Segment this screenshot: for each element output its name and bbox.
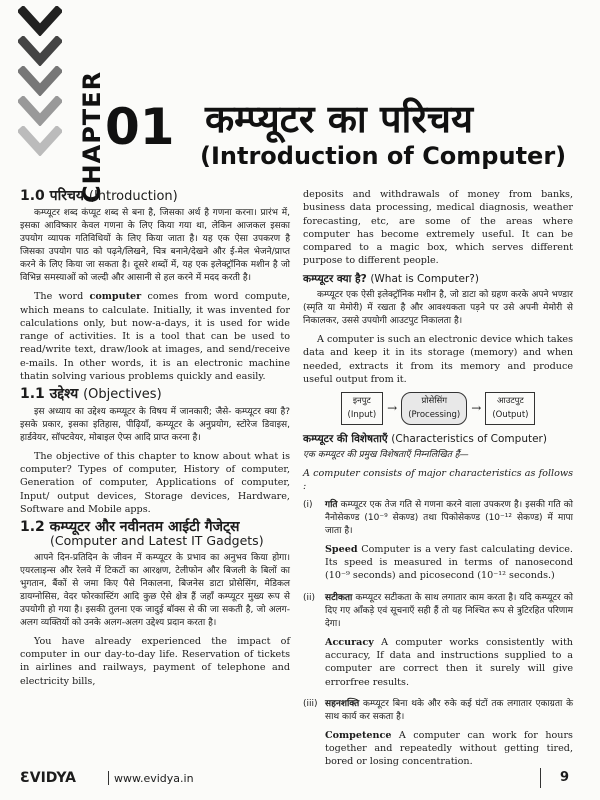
text: The word: [34, 291, 90, 303]
ipo-diagram: [303, 392, 573, 425]
bold-term: सटीकता: [325, 592, 353, 603]
right-column: [303, 188, 573, 778]
output-box: [485, 392, 535, 425]
page-footer: [20, 770, 580, 788]
paragraph-english: A computer is such an electronic device which takes data and keep it in its storage (memory) and when needed, extracts it from its memory and produce useful output from it.: [303, 334, 573, 385]
item-body: [325, 698, 573, 774]
heading-hindi: 1.1 उद्देश्य: [20, 386, 79, 403]
bold-term: Competence: [325, 729, 392, 741]
label-english: (Input): [347, 409, 377, 420]
bold-term: Speed: [325, 543, 358, 555]
chapter-title-english: (Introduction of Computer): [200, 142, 567, 170]
heading-english: (Characteristics of Computer): [391, 432, 547, 445]
item-number: (ii): [303, 592, 316, 603]
item-text-hindi: [325, 592, 573, 631]
text: कम्प्यूटर सटीकता के साथ लगातार काम करता है। यदि कम्प्यूटर को दिए गए आँकड़े एवं सूचनाएँ सही हैं तो यह निश्चित रूप से त्रुटिरहित परिणाम देगा।: [325, 592, 573, 629]
section-heading-what-is-computer: [303, 273, 573, 286]
section-heading-gadgets: [20, 521, 290, 548]
list-item: [303, 592, 573, 694]
heading-english: (What is Computer?): [370, 272, 479, 285]
paragraph-english: The objective of this chapter to know about what is computer? Types of computer, History of computer, Generation of computer, Applications of computer, Input/ output devices, Storage devices, Hardware, Software and Mobile apps.: [20, 450, 290, 515]
paragraph-english: deposits and withdrawals of money from banks, business data processing, medical diagnosis, weather forecasting, etc, are some of the areas where computer has become extremely useful. It can be compared to a magic box, which serves different purpose to different people.: [303, 189, 573, 267]
section-heading-objectives: [20, 388, 290, 401]
item-number: (i): [303, 499, 313, 510]
heading-english: (Introduction): [88, 189, 178, 204]
heading-hindi: 1.2 कम्प्यूटर और नवीनतम आईटी गैजेट्स: [20, 519, 240, 536]
arrow-right-icon: →: [471, 400, 482, 415]
label-hindi: प्रोसेसिंग: [421, 396, 447, 407]
text: कम्प्यूटर एक तेज गति से गणना करने वाला उपकरण है। इसकी गति को नैनोसेकण्ड (10⁻⁹ सेकण्ड) तथा पिकोसेकण्ड (10⁻¹² सेकण्ड) में मापा जाता है।: [325, 499, 573, 536]
footer-divider: [108, 771, 109, 785]
chevron-decoration-icon: [18, 6, 62, 36]
page-divider: [540, 768, 541, 788]
left-column: [20, 188, 290, 693]
heading-hindi: 1.0 परिचय: [20, 188, 84, 204]
label-english: (Output): [492, 409, 529, 420]
item-body: [325, 499, 573, 588]
item-text-english: [325, 543, 573, 583]
list-item: [303, 698, 573, 774]
website-link[interactable]: www.evidya.in: [114, 772, 194, 785]
chapter-title-hindi: कम्प्यूटर का परिचय: [205, 97, 474, 141]
intro-hindi: एक कम्प्यूटर की प्रमुख विशेषताएँ निम्नलिखित हैं—: [303, 450, 469, 461]
label-hindi: आउटपुट: [497, 396, 524, 407]
chevron-decoration-icon: [18, 36, 62, 66]
paragraph-hindi: आपने दिन-प्रतिदिन के जीवन में कम्प्यूटर के प्रभाव का अनुभव किया होगा। एयरलाइन्स और रेलवे में टिकटों का आरक्षण, टेलीफोन और बिजली के बिलों का भुगतान, बैंकों से जमा किए पैसे निकालना, बिजनेस डाटा प्रोसेसिंग, मेडिकल डायग्नोसिस, वेदर फोरकास्टिंग आदि कुछ ऐसे क्षेत्र हैं जहाँ कम्प्यूटर मुख्य रूप से उपयोगी हो गया है। इसकी तुलना एक जादुई बॉक्स से की जा सकती है, जो अलग-अलग व्यक्तियों को उनके अलग-अलग उद्देश्य प्रदान करता है।: [20, 552, 290, 628]
bold-term: सहनशक्ति: [325, 698, 360, 709]
section-heading-characteristics: [303, 433, 573, 446]
bold-term: Accuracy: [325, 636, 374, 648]
text: Computer is a very fast calculating device. Its speed is measured in terms of nanosecond (10⁻⁹ seconds) and picosecond (10⁻¹² seconds.): [325, 543, 573, 582]
heading-english: (Objectives): [83, 387, 162, 403]
text: A computer works consistently with accuracy, If data and instructions supplied to a computer are correct then it surely will give errorfree results.: [325, 636, 573, 688]
processing-box: [401, 392, 467, 425]
page-number: 9: [560, 770, 570, 785]
list-item: [303, 499, 573, 588]
text: A computer can work for hours together and repeatedly without getting tired, bored or losing concentration.: [325, 729, 573, 768]
paragraph-english: [20, 290, 290, 383]
item-text-hindi: [325, 499, 573, 538]
text: comes from word compute, which means to calculate. Initially, it was invented for calculations only, but now-a-days, it is used for wide range of activities. It is a tool that can be used to read/write text, draw/look at images, and send/receive e-mails. In other words, it is an electronic machine thatin solving various problems quickly and easily.: [20, 291, 290, 383]
text: कम्प्यूटर बिना थके और रुके कई घंटों तक लगातार एकाग्रता के साथ कार्य कर सकता है।: [325, 698, 573, 722]
heading-hindi: कम्प्यूटर की विशेषताएँ: [303, 432, 388, 445]
chapter-word: CHAPTER: [78, 70, 107, 204]
intro-english: A computer consists of major characteristics as follows :: [303, 468, 573, 493]
bold-term: गति: [325, 499, 338, 510]
input-box: [341, 392, 384, 425]
item-number: (iii): [303, 698, 318, 709]
paragraph-hindi: कम्प्यूटर एक ऐसी इलेक्ट्रॉनिक मशीन है, जो डाटा को ग्रहण करके अपने भण्डार (स्मृति या मेमोरी) में रखता है और आवश्यकता पड़ने पर उसे अपनी मेमोरी से निकालकर, उससे उपयोगी आउटपुट निकालता है।: [303, 290, 573, 327]
paragraph-hindi: इस अध्याय का उद्देश्य कम्प्यूटर के विषय में जानकारी; जैसे- कम्प्यूटर क्या है? इसके प्रकार, इसका इतिहास, पीढ़ियाँ, कम्प्यूटर के अनुप्रयोग, स्टोरेज डिवाइस, हार्डवेयर, सॉफ्टवेयर, मोबाइल ऐप्स आदि प्राप्त करना है।: [20, 406, 290, 443]
bold-term: computer: [89, 291, 142, 303]
paragraph-hindi: कम्प्यूटर शब्द कंप्यूट शब्द से बना है, जिसका अर्थ है गणना करना। प्रारंभ में, इसका आविष्कार केवल गणना के लिए किया गया था, लेकिन आजकल इसका उपयोग व्यापक गतिविधियों के लिए किया जाता है। यह एक ऐसा उपकरण है जिसका उपयोग पाठ को पढ़ने/लिखने, चित्र बनाने/देखने और ई-मेल भेजने/प्राप्त करने के लिए किया जा सकता है। दूसरे शब्दों में, यह एक इलेक्ट्रॉनिक मशीन है जो विभिन्न समस्याओं को जल्दी और आसानी से हल करने में मदद करती है।: [20, 208, 290, 284]
item-body: [325, 592, 573, 694]
item-text-english: [325, 729, 573, 769]
label-english: (Processing): [408, 409, 461, 420]
heading-hindi: कम्प्यूटर क्या है?: [303, 272, 367, 285]
heading-english: (Computer and Latest IT Gadgets): [50, 533, 264, 549]
label-hindi: इनपुट: [352, 396, 371, 407]
chapter-number: 01: [105, 98, 175, 156]
paragraph-english: You have already experienced the impact of computer in our day-to-day life. Reservation of tickets in airlines and railways, payment of telephone and electricity bills,: [20, 635, 290, 687]
section-heading-introduction: [20, 190, 290, 203]
item-text-english: [325, 636, 573, 689]
item-text-hindi: [325, 698, 573, 724]
brand-logo: ƐVIDYA: [20, 770, 77, 786]
arrow-right-icon: →: [387, 400, 398, 415]
